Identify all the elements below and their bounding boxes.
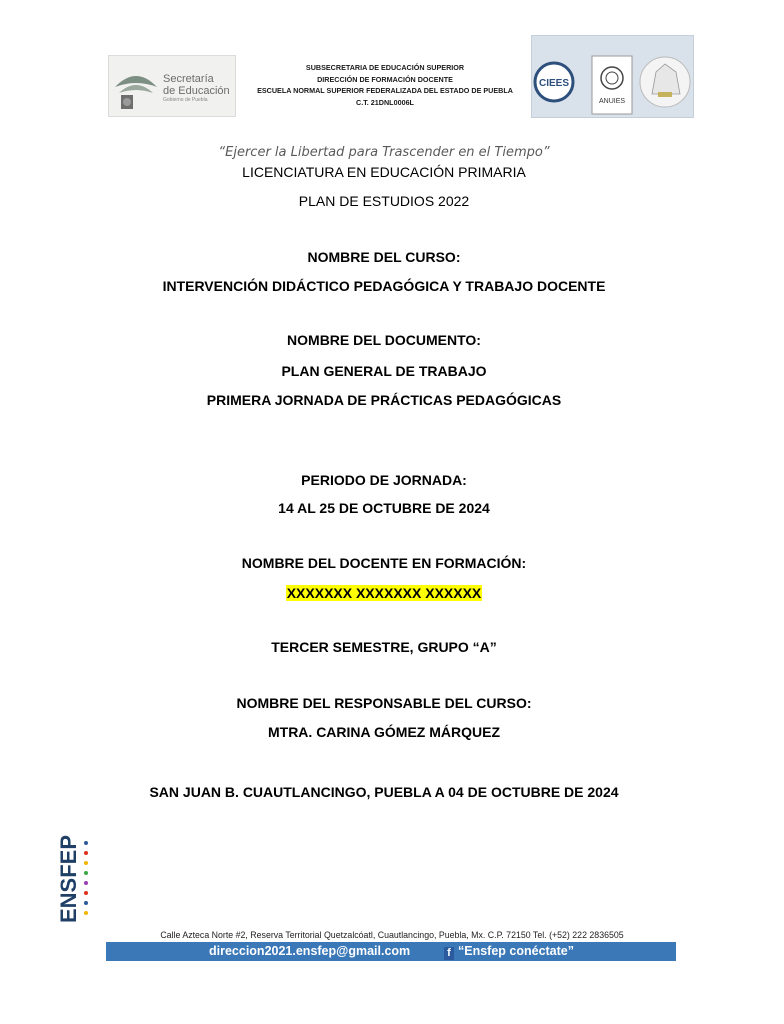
header-line-1: SUBSECRETARIA DE EDUCACIÓN SUPERIOR	[305, 63, 465, 72]
secretaria-educacion-logo	[108, 55, 236, 117]
teacher-label: NOMBRE DEL DOCENTE EN FORMACIÓN:	[241, 555, 527, 571]
header-line-2: DIRECCIÓN DE FORMACIÓN DOCENTE	[317, 74, 453, 84]
facebook-link[interactable]	[444, 944, 574, 960]
teacher-name	[0, 585, 768, 601]
degree-title: LICENCIATURA EN EDUCACIÓN PRIMARIA	[242, 164, 526, 180]
document-label: NOMBRE DEL DOCUMENTO:	[287, 332, 481, 348]
place-date: SAN JUAN B. CUAUTLANCINGO, PUEBLA A 04 DE OCTUBRE DE 2024	[149, 784, 619, 800]
teacher-name-highlight: XXXXXXX XXXXXXX XXXXXX	[286, 585, 482, 601]
document-name-1: PLAN GENERAL DE TRABAJO	[281, 363, 487, 379]
anuies-logo	[592, 56, 632, 114]
study-plan: PLAN DE ESTUDIOS 2022	[298, 193, 470, 209]
document-name-2: PRIMERA JORNADA DE PRÁCTICAS PEDAGÓGICAS	[206, 392, 562, 408]
institution-motto: “Ejercer la Libertad para Trascender en el Tiempo”	[218, 145, 550, 160]
course-name: INTERVENCIÓN DIDÁCTICO PEDAGÓGICA Y TRABAJO DOCENTE	[162, 278, 606, 294]
state-seal-icon	[640, 57, 690, 107]
logo-subtitle: Gobierno de Puebla	[163, 97, 208, 103]
facebook-label: “Ensfep conéctate”	[458, 944, 575, 958]
institution-header	[250, 62, 520, 108]
period-label: PERIODO DE JORNADA:	[301, 472, 467, 488]
ensfep-logo-text: ENSFEP	[56, 834, 81, 923]
ciees-logo	[535, 63, 573, 101]
contact-email-link[interactable]: direccion2021.ensfep@gmail.com	[209, 944, 411, 958]
accreditation-logos	[531, 35, 694, 118]
anuies-text: ANUIES	[598, 98, 626, 105]
ensfep-logo	[56, 834, 94, 927]
logo-title-line1: Secretaría	[163, 73, 214, 85]
header-line-4: C.T. 21DNL0006L	[356, 97, 414, 107]
facebook-icon: f	[444, 947, 454, 960]
semester-group: TERCER SEMESTRE, GRUPO “A”	[271, 639, 497, 655]
period-value: 14 AL 25 DE OCTUBRE DE 2024	[278, 500, 490, 516]
responsible-label: NOMBRE DEL RESPONSABLE DEL CURSO:	[236, 695, 532, 711]
ciees-text: CIEES	[538, 78, 570, 89]
contact-bar	[106, 942, 676, 961]
responsible-name: MTRA. CARINA GÓMEZ MÁRQUEZ	[267, 724, 501, 740]
seal-icon	[111, 57, 161, 117]
logo-title-line2: de Educación	[163, 85, 230, 97]
school-address: Calle Azteca Norte #2, Reserva Territorial Quetzalcóatl, Cuautlancingo, Puebla, Mx. C.P. 72150 Tel. (+52) 222 2836505	[160, 930, 624, 940]
header-line-3: ESCUELA NORMAL SUPERIOR FEDERALIZADA DEL ESTADO DE PUEBLA	[257, 86, 513, 95]
course-label: NOMBRE DEL CURSO:	[307, 249, 461, 265]
